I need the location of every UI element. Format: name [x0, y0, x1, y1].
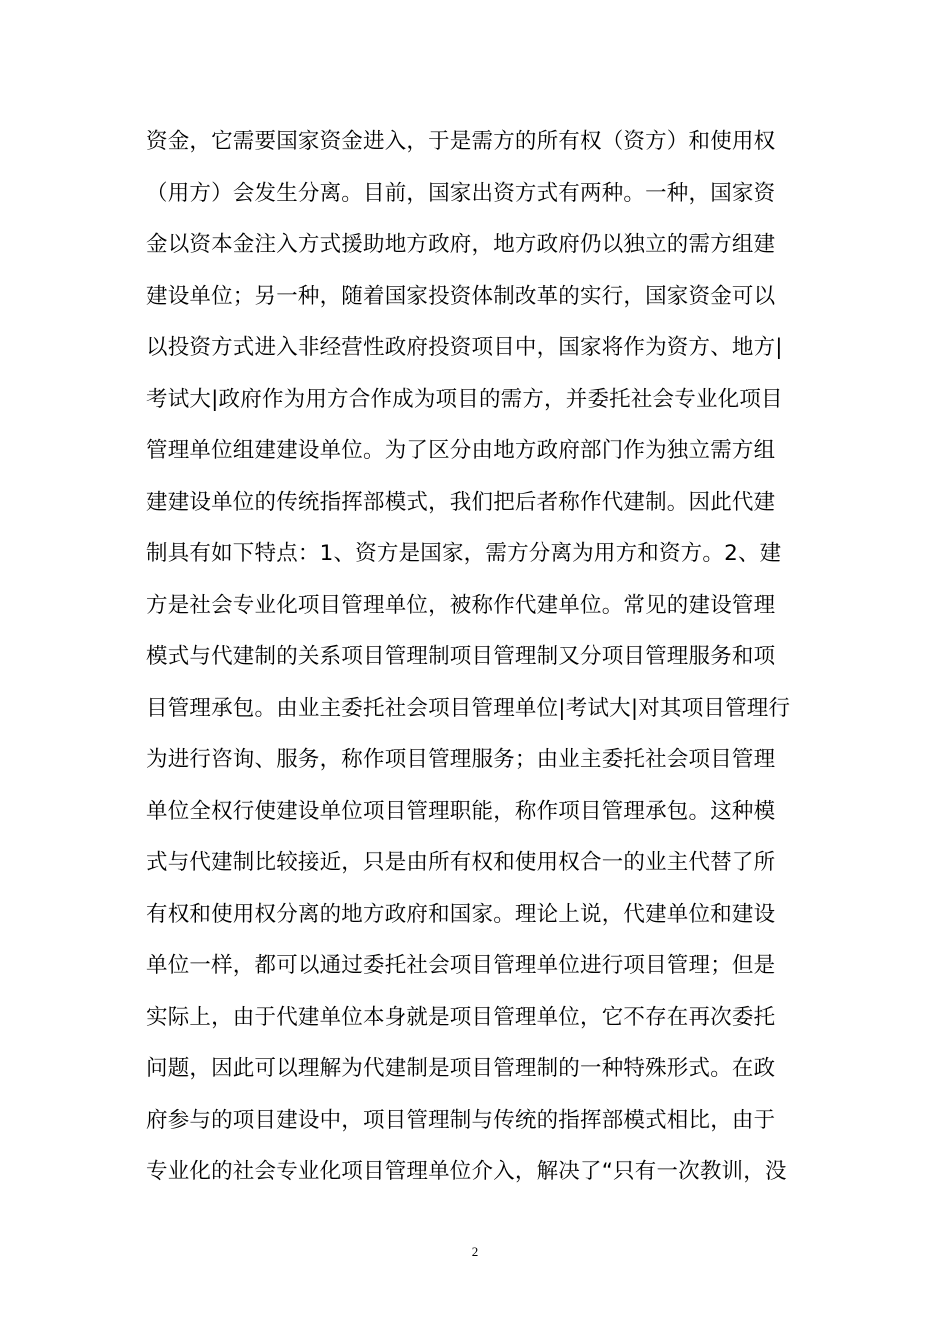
- text-line: 建设单位；另一种，随着国家投资体制改革的实行，国家资金可以: [146, 283, 776, 309]
- text-line: 模式与代建制的关系项目管理制项目管理制又分项目管理服务和项: [146, 644, 776, 669]
- text-line: 目管理承包。由业主委托社会项目管理单位|考试大|对其项目管理行: [146, 695, 791, 721]
- text-line: 单位一样，都可以通过委托社会项目管理单位进行项目管理；但是: [146, 953, 776, 978]
- text-line: 专业化的社会专业化项目管理单位介入，解决了“只有一次教训，没: [146, 1159, 787, 1184]
- text-line: 以投资方式进入非经营性政府投资项目中，国家将作为资方、地方|: [146, 335, 783, 360]
- body-text: [146, 116, 816, 1198]
- text-line: （用方）会发生分离。目前，国家出资方式有两种。一种，国家资: [146, 180, 776, 206]
- text-line: 制具有如下特点：1、资方是国家，需方分离为用方和资方。2、建: [146, 541, 782, 566]
- text-line: 考试大|政府作为用方合作成为项目的需方，并委托社会专业化项目: [146, 386, 783, 412]
- text-line: 为进行咨询、服务，称作项目管理服务；由业主委托社会项目管理: [146, 747, 776, 772]
- text-line: 建建设单位的传统指挥部模式，我们把后者称作代建制。因此代建: [146, 489, 776, 515]
- text-line: 式与代建制比较接近，只是由所有权和使用权合一的业主代替了所: [146, 850, 776, 875]
- text-line: 方是社会专业化项目管理单位，被称作代建单位。常见的建设管理: [146, 592, 776, 618]
- page-number: 2: [471, 1244, 479, 1259]
- text-line: 问题，因此可以理解为代建制是项目管理制的一种特殊形式。在政: [146, 1056, 776, 1081]
- text-line: 金以资本金注入方式援助地方政府，地方政府仍以独立的需方组建: [146, 232, 776, 257]
- text-line: 有权和使用权分离的地方政府和国家。理论上说，代建单位和建设: [146, 901, 776, 927]
- text-line: 府参与的项目建设中，项目管理制与传统的指挥部模式相比，由于: [146, 1107, 776, 1133]
- text-line: 单位全权行使建设单位项目管理职能，称作项目管理承包。这种模: [146, 798, 776, 824]
- text-line: 实际上，由于代建单位本身就是项目管理单位，它不存在再次委托: [146, 1004, 776, 1030]
- text-line: 管理单位组建建设单位。为了区分由地方政府部门作为独立需方组: [146, 438, 776, 463]
- text-line: 资金，它需要国家资金进入，于是需方的所有权（资方）和使用权: [146, 129, 776, 154]
